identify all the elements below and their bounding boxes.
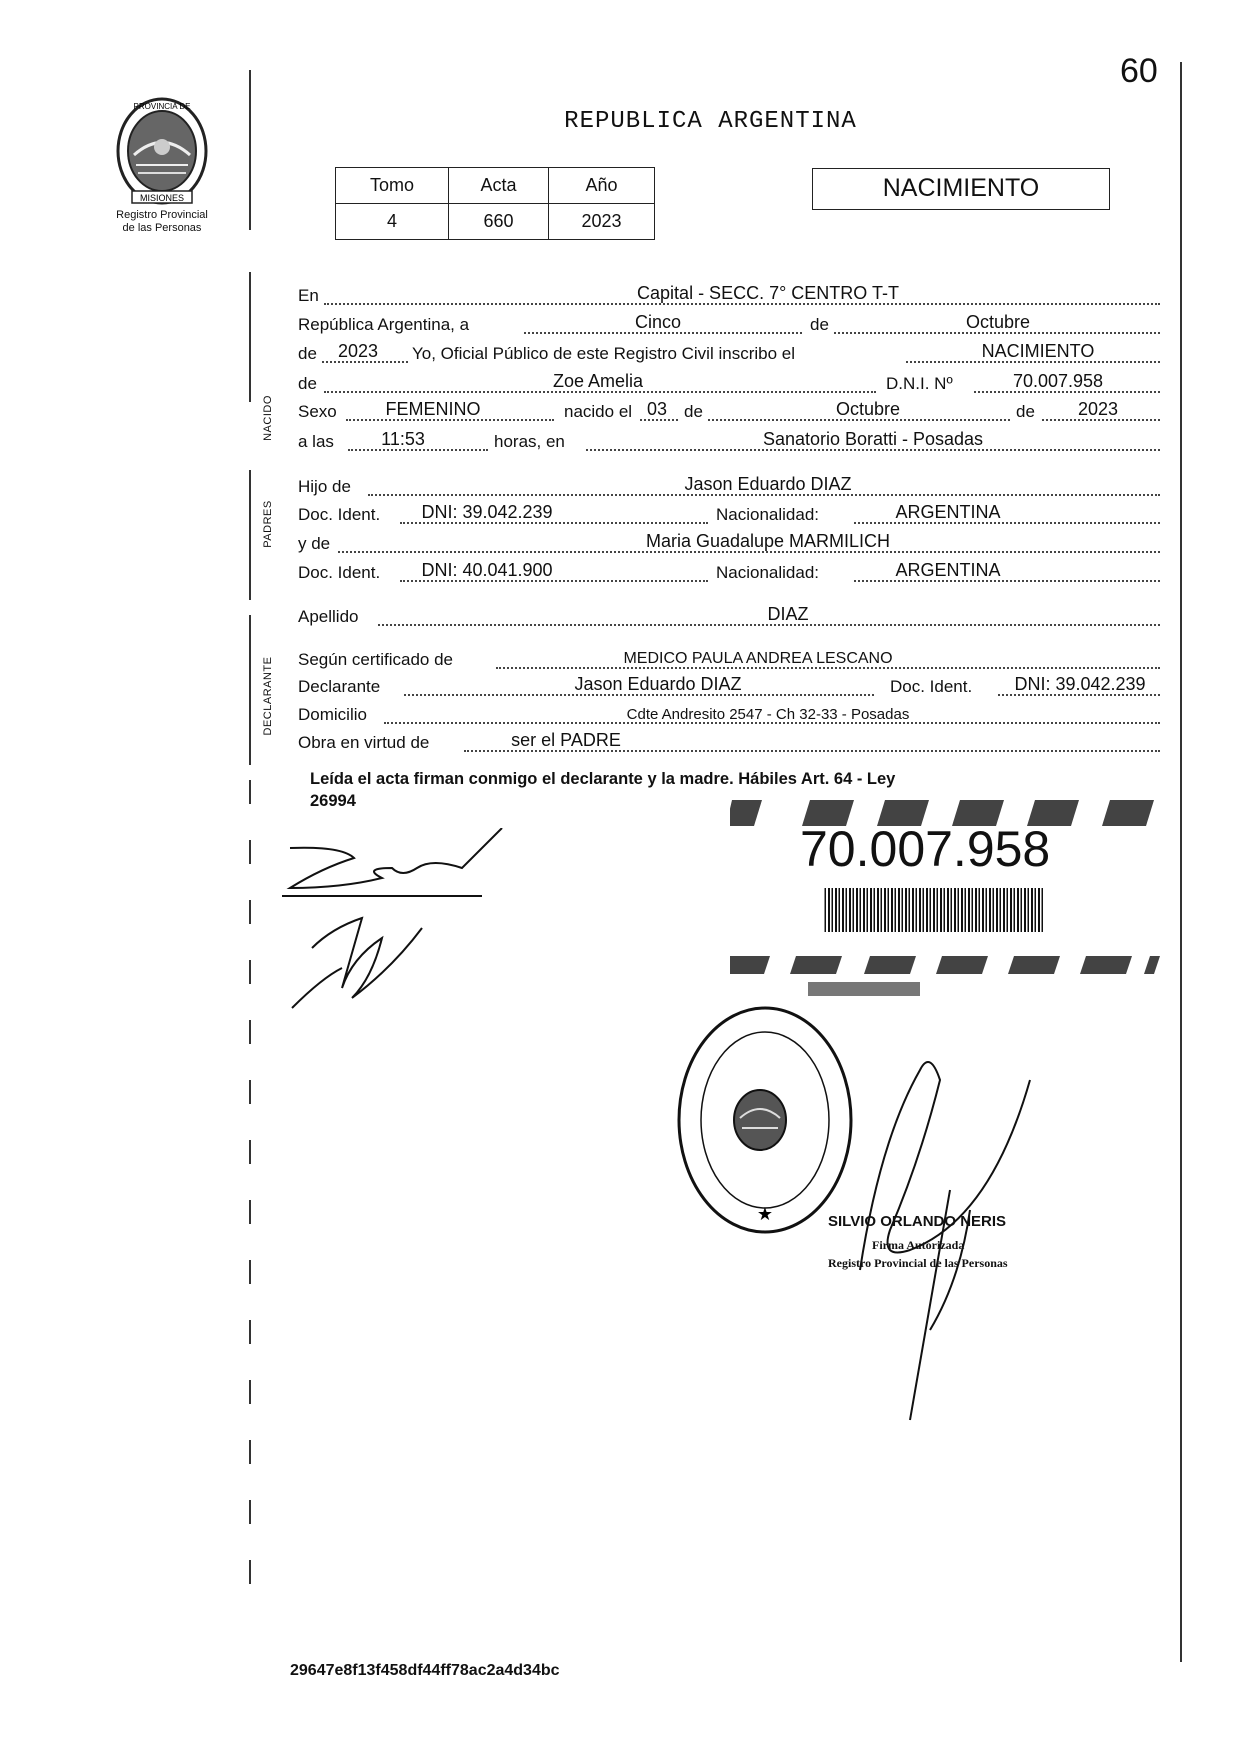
signer-name: SILVIO ORLANDO NERIS: [828, 1213, 1007, 1230]
label-declarante: Declarante: [298, 677, 381, 696]
value-sex: FEMENINO: [385, 399, 481, 419]
side-label-parents: PADRES: [262, 500, 274, 548]
value-dni: 70.007.958: [1012, 371, 1104, 391]
value-birth-day: 03: [646, 399, 668, 419]
left-margin-rule: [249, 70, 251, 230]
document-hash: 29647e8f13f458df44ff78ac2a4d34bc: [290, 1662, 560, 1679]
value-event: NACIMIENTO: [981, 341, 1095, 361]
label-republica: República Argentina, a: [298, 315, 470, 334]
row-mother: [298, 530, 1160, 556]
row-sex-birthdate: [298, 398, 1160, 424]
value-ano: 2023: [549, 204, 655, 240]
security-mesh: [808, 982, 920, 996]
logo-caption: Registro Provincial de las Personas: [116, 209, 208, 234]
row-declarant: [298, 673, 1160, 699]
row-child-name: [298, 370, 1160, 396]
row-officer: [298, 340, 1160, 366]
label-declarant-doc: Doc. Ident.: [890, 677, 973, 696]
country-title: REPUBLICA ARGENTINA: [564, 108, 857, 135]
value-tomo: 4: [336, 204, 449, 240]
label-doc-ident: Doc. Ident.: [298, 505, 381, 524]
label-domicilio: Domicilio: [298, 705, 367, 724]
declarant-signature: [282, 828, 522, 1018]
value-surname: DIAZ: [767, 604, 809, 624]
label-nacionalidad: Nacionalidad:: [716, 505, 820, 524]
signer-org: Registro Provincial de las Personas: [828, 1256, 1008, 1270]
value-child-name: Zoe Amelia: [552, 371, 644, 391]
label-obra: Obra en virtud de: [298, 733, 430, 752]
security-dni-number: 70.007.958: [800, 821, 1051, 877]
label-nacido: nacido el: [564, 402, 633, 421]
label-nacionalidad: Nacionalidad:: [716, 563, 820, 582]
row-address: [298, 701, 1160, 727]
label-y-de: y de: [298, 534, 331, 553]
value-month: Octubre: [965, 312, 1031, 332]
value-acta: 660: [449, 204, 549, 240]
label-horas: horas, en: [494, 432, 565, 451]
row-time-place: [298, 428, 1160, 454]
value-time: 11:53: [381, 429, 425, 449]
right-margin-rule: [1180, 62, 1182, 1662]
stamp-emblem-icon: [734, 1090, 786, 1150]
header-tomo: Tomo: [336, 168, 449, 204]
value-birth-month: Octubre: [835, 399, 901, 419]
value-mother-doc: DNI: 40.041.900: [421, 560, 553, 580]
officer-signature: [850, 1040, 1070, 1430]
value-father-doc: DNI: 39.042.239: [421, 502, 553, 522]
row-certificate: [298, 646, 1160, 672]
value-day-word: Cinco: [634, 312, 682, 332]
label-doc-ident: Doc. Ident.: [298, 563, 381, 582]
svg-text:PROVINCIA DE: PROVINCIA DE: [133, 102, 191, 111]
value-mother-nationality: ARGENTINA: [895, 560, 1001, 580]
label-en: En: [298, 286, 319, 305]
left-margin-rule: [249, 470, 251, 600]
label-sexo: Sexo: [298, 402, 337, 421]
label-de: de: [298, 374, 317, 393]
reference-header-row: [336, 168, 655, 204]
header-ano: Año: [549, 168, 655, 204]
label-de: de: [810, 315, 829, 334]
label-hijo: Hijo de: [298, 477, 351, 496]
value-address: Cdte Andresito 2547 - Ch 32-33 - Posadas: [626, 706, 910, 723]
value-mother: Maria Guadalupe MARMILICH: [645, 531, 891, 551]
row-father-doc: [298, 501, 1160, 527]
value-certificate: MEDICO PAULA ANDREA LESCANO: [623, 650, 893, 667]
value-place: Sanatorio Boratti - Posadas: [762, 429, 984, 449]
label-de: de: [1016, 402, 1035, 421]
left-margin-rule: [249, 615, 251, 765]
value-location: Capital - SECC. 7° CENTRO T-T: [637, 283, 899, 303]
svg-text:MISIONES: MISIONES: [139, 193, 185, 203]
label-dni: D.N.I. Nº: [886, 374, 953, 393]
side-label-declarant: DECLARANTE: [262, 656, 274, 736]
reference-table: [335, 167, 655, 240]
label-certificado: Según certificado de: [298, 650, 453, 669]
legal-text: Leída el acta firman conmigo el declarante y la madre. Hábiles Art. 64 - Ley 26994: [310, 770, 896, 810]
official-stamp: [670, 1000, 860, 1240]
value-year: 2023: [337, 341, 379, 361]
left-margin-rule: [249, 272, 251, 402]
header-acta: Acta: [449, 168, 549, 204]
row-surname: [298, 603, 1160, 629]
value-declarant-doc: DNI: 39.042.239: [1014, 674, 1146, 694]
side-label-born: NACIDO: [262, 395, 274, 441]
row-capacity: [298, 729, 1160, 755]
label-de: de: [684, 402, 703, 421]
barcode-icon: [824, 888, 1044, 932]
row-location: [298, 282, 1160, 308]
value-father: Jason Eduardo DIAZ: [684, 474, 852, 494]
record-type-box: NACIMIENTO: [812, 168, 1110, 210]
reference-value-row: [336, 204, 655, 240]
left-margin-rule: [249, 780, 251, 1610]
page-number: 60: [1120, 52, 1158, 90]
label-de: de: [298, 344, 317, 363]
value-declarant: Jason Eduardo DIAZ: [574, 674, 742, 694]
row-mother-doc: [298, 559, 1160, 585]
value-capacity: ser el PADRE: [511, 730, 621, 750]
row-date-words: [298, 311, 1160, 337]
officer-text: Yo, Oficial Público de este Registro Civil inscribo el: [412, 344, 795, 363]
label-apellido: Apellido: [298, 607, 359, 626]
value-birth-year: 2023: [1077, 399, 1119, 419]
stamp-star-icon: ★: [756, 1204, 774, 1224]
value-father-nationality: ARGENTINA: [895, 502, 1001, 522]
label-a-las: a las: [298, 432, 334, 451]
row-father: [298, 473, 1160, 499]
signer-role: Firma Autorizada: [872, 1238, 965, 1252]
